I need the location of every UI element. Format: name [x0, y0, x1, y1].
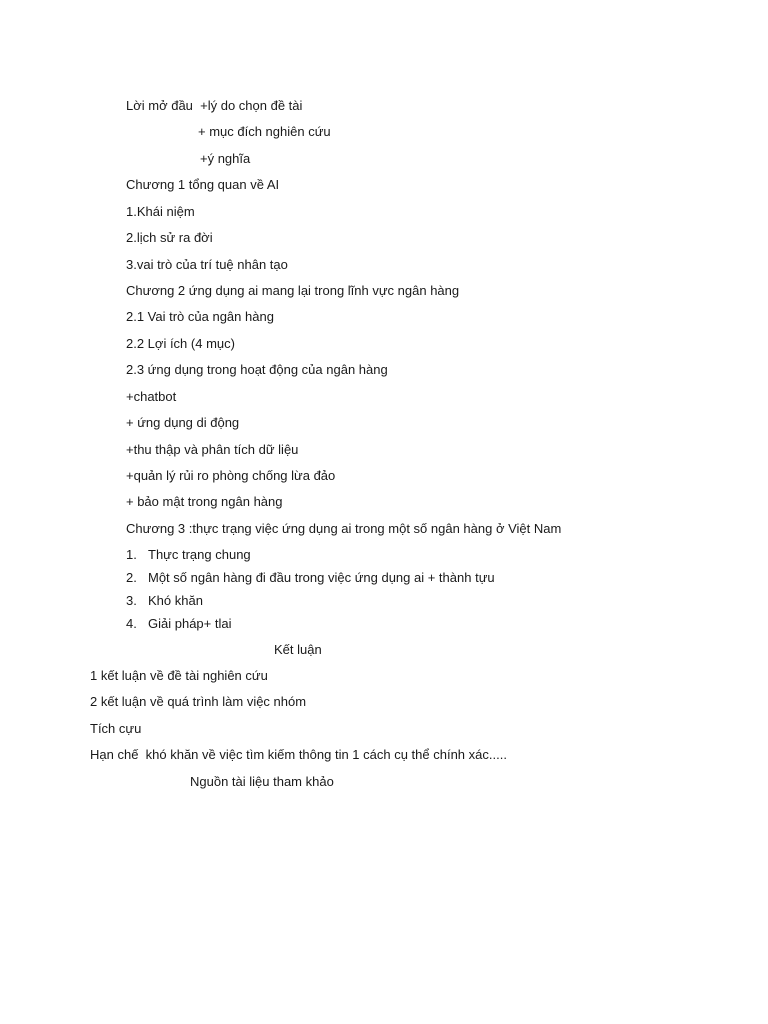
- chapter1-item: 3.vai trò của trí tuệ nhân tạo: [126, 257, 288, 272]
- intro-purpose: + mục đích nghiên cứu: [198, 124, 331, 139]
- chapter2-subitem: +quản lý rủi ro phòng chống lừa đảo: [126, 468, 336, 483]
- conclusion-item: 2 kết luận về quá trình làm việc nhóm: [90, 694, 307, 709]
- chapter2-title: Chương 2 ứng dụng ai mang lại trong lĩnh vực ngân hàng: [126, 283, 460, 298]
- chapter2-item: 2.1 Vai trò của ngân hàng: [126, 309, 274, 324]
- chapter2-subitem: +thu thập và phân tích dữ liệu: [126, 442, 299, 457]
- list-number: 3.: [126, 593, 137, 608]
- conclusion-item: Tích cựu: [90, 721, 142, 736]
- chapter3-list-item: [126, 570, 495, 586]
- conclusion-item: 1 kết luận về đề tài nghiên cứu: [90, 668, 268, 683]
- list-text: Một số ngân hàng đi đầu trong việc ứng dụng ai + thành tựu: [148, 570, 495, 585]
- chapter2-subitem: + bảo mật trong ngân hàng: [126, 494, 283, 509]
- chapter1-item: 1.Khái niệm: [126, 204, 195, 219]
- conclusion-item: Hạn chế khó khăn về việc tìm kiếm thông tin 1 cách cụ thể chính xác.....: [90, 747, 507, 762]
- conclusion-title: Kết luận: [274, 642, 322, 657]
- list-number: 2.: [126, 570, 137, 585]
- chapter3-list-item: [126, 547, 251, 563]
- intro-title: Lời mở đầu +lý do chọn đề tài: [126, 98, 303, 113]
- chapter1-item: 2.lịch sử ra đời: [126, 230, 213, 245]
- chapter2-item: 2.2 Lợi ích (4 mục): [126, 336, 235, 351]
- chapter3-title: Chương 3 :thực trạng việc ứng dụng ai trong một số ngân hàng ở Việt Nam: [126, 521, 562, 536]
- chapter2-item: 2.3 ứng dụng trong hoạt động của ngân hàng: [126, 362, 388, 377]
- references-title: Nguồn tài liệu tham khảo: [190, 774, 334, 789]
- list-text: Khó khăn: [148, 593, 203, 608]
- list-number: 1.: [126, 547, 137, 562]
- chapter2-subitem: + ứng dụng di động: [126, 415, 240, 430]
- chapter3-list-item: [126, 616, 231, 632]
- list-text: Thực trạng chung: [148, 547, 251, 562]
- intro-meaning: +ý nghĩa: [200, 151, 251, 166]
- chapter1-title: Chương 1 tổng quan về AI: [126, 177, 280, 192]
- chapter2-subitem: +chatbot: [126, 389, 177, 404]
- chapter3-list-item: [126, 593, 203, 609]
- list-number: 4.: [126, 616, 137, 631]
- list-text: Giải pháp+ tlai: [148, 616, 232, 631]
